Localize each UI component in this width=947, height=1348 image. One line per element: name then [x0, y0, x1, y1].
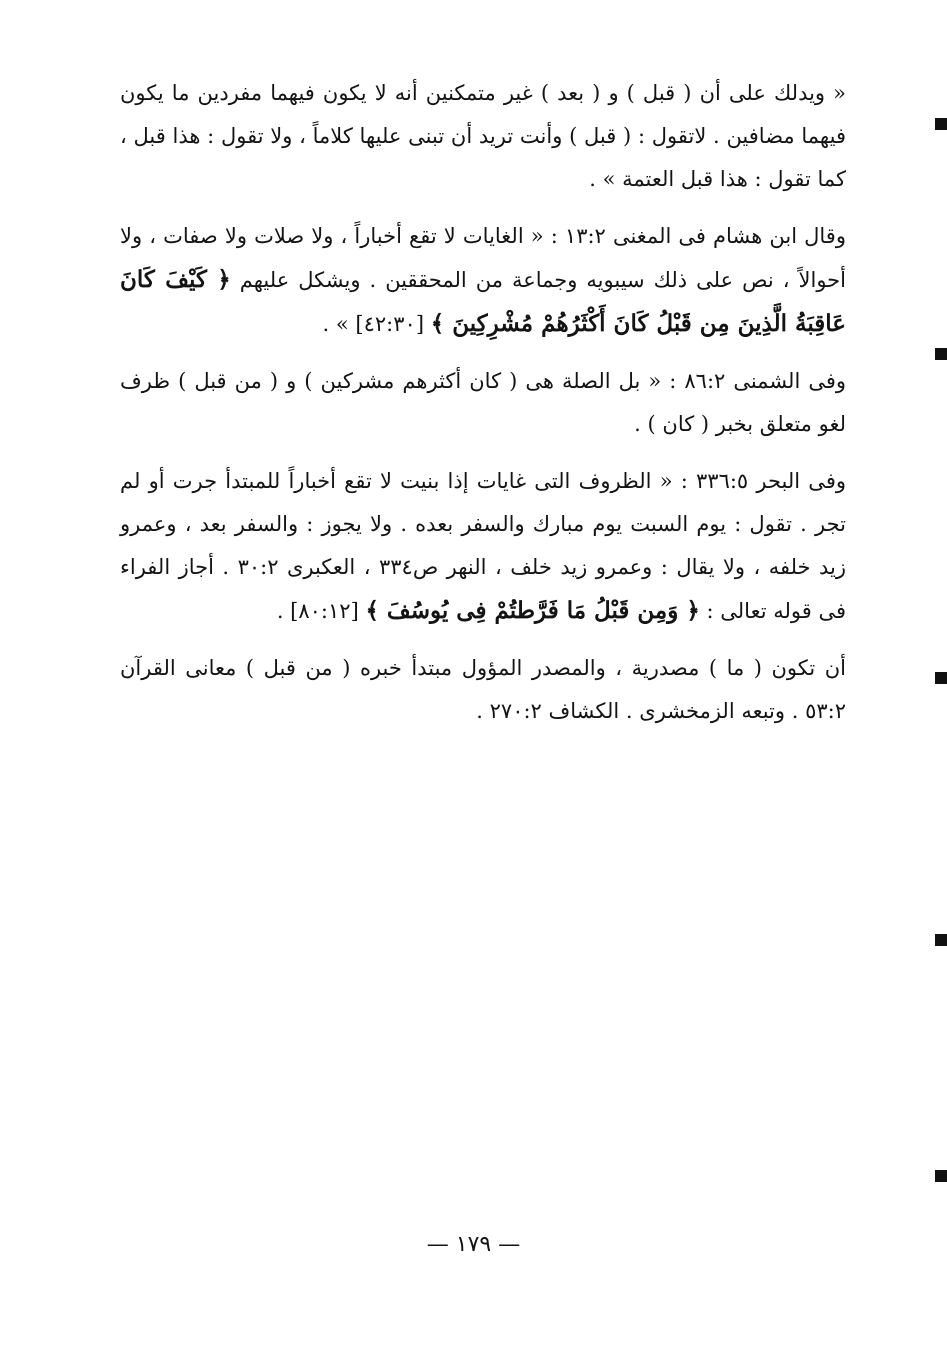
- page-number: — ١٧٩ —: [426, 1232, 521, 1257]
- paragraph-5: [120, 647, 846, 733]
- paragraph-5-text: أن تكون ( ما ) مصدرية ، والمصدر المؤول مبتدأ خبره ( من قبل ) معانى القرآن ٥٣:٢ . وتبعه الزمخشرى . الكشاف ٢٧٠:٢ .: [120, 656, 846, 723]
- edge-mark: [935, 348, 947, 360]
- paragraph-4: [120, 460, 846, 633]
- paragraph-3: [120, 360, 846, 446]
- edge-mark: [935, 934, 947, 946]
- quran-verse-1: ﴿ كَيْفَ كَانَ عَاقِبَةُ الَّذِينَ مِن قَبْلُ كَانَ أَكْثَرُهُمْ مُشْرِكِينَ ﴾: [120, 266, 846, 337]
- verse-2-reference: [٨٠:١٢] .: [276, 599, 359, 623]
- paragraph-4-text: وفى البحر ٣٣٦:٥ : « الظروف التى غايات إذا بنيت لا تقع أخباراً للمبتدأ جرت أو لم تجر . تقول : يوم السبت يوم مبارك والسفر بعده . ولا يجوز : والسفر بعد ، وعمرو زيد خلفه ، ولا يقال : وعمرو زيد خلف ، النهر ص٣٣٤ ، العكبرى ٣٠:٢ . أجاز الفراء فى قوله تعالى :: [120, 469, 846, 623]
- page-body: [120, 72, 846, 747]
- quran-verse-2: ﴿ وَمِن قَبْلُ مَا فَرَّطتُمْ فِى يُوسُفَ ﴾: [365, 597, 700, 624]
- verse-1-reference: [٤٢:٣٠] » .: [322, 312, 425, 336]
- edge-mark: [935, 672, 947, 684]
- paragraph-1-text: « ويدلك على أن ( قبل ) و ( بعد ) غير متمكنين أنه لا يكون فيهما مفردين ما يكون فيهما مضافين . لاتقول : ( قبل ) وأنت تريد أن تبنى عليها كلاماً ، ولا تقول : هذا قبل ، كما تقول : هذا قبل العتمة » .: [120, 81, 846, 191]
- paragraph-1: [120, 72, 846, 201]
- edge-mark: [935, 118, 947, 130]
- paragraph-3-text: وفى الشمنى ٨٦:٢ : « بل الصلة هى ( كان أكثرهم مشركين ) و ( من قبل ) ظرف لغو متعلق بخبر ( كان ) .: [120, 369, 847, 436]
- paragraph-2-text: وقال ابن هشام فى المغنى ١٣:٢ : « الغايات لا تقع أخباراً ، ولا صلات ولا صفات ، ولا أحوالاً ، نص على ذلك سيبويه وجماعة من المحققين . ويشكل عليهم: [120, 224, 846, 292]
- paragraph-2: [120, 215, 846, 346]
- edge-mark: [935, 1170, 947, 1182]
